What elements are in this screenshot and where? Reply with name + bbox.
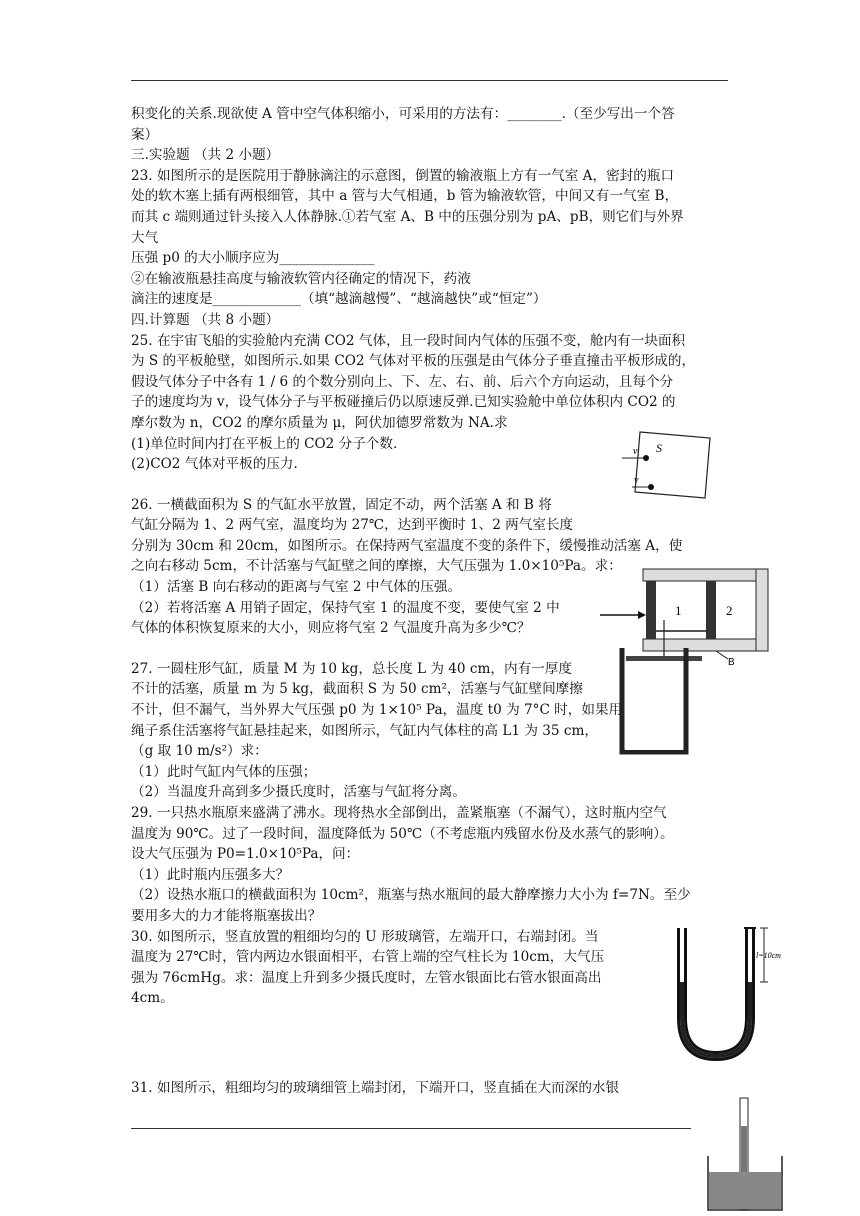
line: 气缸分隔为 1、2 两气室，温度均为 27℃，达到平衡时 1、2 两气室长度 <box>131 517 574 534</box>
figure-tube-in-mercury <box>706 1096 784 1212</box>
leader-line <box>716 651 728 659</box>
line: 为 S 的平板舱壁，如图所示.如果 CO2 气体对平板的压强是由气体分子垂直撞击平板形成的， <box>131 353 696 370</box>
line: 摩尔数为 n，CO2 的摩尔质量为 μ，阿伏加德罗常数为 NA.求 <box>131 414 508 431</box>
line: 31. 如图所示，粗细均匀的玻璃细管上端封闭，下端开口，竖直插在大而深的水银 <box>131 1080 620 1096</box>
piston-b-label: B <box>728 657 735 668</box>
line: 假设气体分子中各有 1 / 6 的个数分别向上、下、左、右、前、后六个方向运动，且每个分 <box>131 373 674 390</box>
line: 23. 如图所示的是医院用于静脉滴注的示意图，倒置的输液瓶上方有一气室 A，密封的瓶口 <box>131 167 675 184</box>
section-heading: 四.计算题 （共 8 小题） <box>131 311 280 328</box>
molecule-dot <box>643 455 649 461</box>
cylinder-end-wall <box>756 569 768 651</box>
molecule-dot <box>648 484 654 490</box>
line: 26. 一横截面积为 S 的气缸水平放置，固定不动，两个活塞 A 和 B 将 <box>131 496 552 513</box>
line: 积变化的关系.现欲使 A 管中空气体积缩小，可采用的方法有：________.（至少写出一个答 <box>131 106 675 122</box>
line: 气体的体积恢复原来的大小，则应将气室 2 气温度升高为多少℃？ <box>131 620 531 637</box>
line: 30. 如图所示，竖直放置的粗细均匀的 U 形玻璃管，左端开口，右端封闭。当 <box>131 928 599 945</box>
line: 而其 c 端则通过针头接入人体静脉.①若气室 A、B 中的压强分别为 pA、pB，则它们与外界 <box>131 208 684 225</box>
line: 子的速度均为 v，设气体分子与平板碰撞后仍以原速反弹.已知实验舱中单位体积内 CO2 的 <box>131 394 676 411</box>
line: 27. 一圆柱形气缸，质量 M 为 10 kg，总长度 L 为 40 cm，内有一厚度 <box>131 660 572 677</box>
line: （1）此时气缸内气体的压强； <box>131 763 317 780</box>
line: 压强 p0 的大小顺序应为______________ <box>131 250 375 267</box>
line: （g 取 10 m/s²）求： <box>131 743 268 760</box>
line: 温度为 27℃时，管内两边水银面相平，右管上端的空气柱长为 10cm，大气压 <box>131 949 605 966</box>
line: 强为 76cmHg。求：温度上升到多少摄氏度时，左管水银面比右管水银面高出 <box>131 969 602 986</box>
line: 设大气压强为 P0=1.0×10⁵Pa，问： <box>131 846 360 863</box>
line: （2）设热水瓶口的横截面积为 10cm²，瓶塞与热水瓶间的最大静摩擦力大小为 f=7N。至少 <box>131 887 691 904</box>
line: ②在输液瓶悬挂高度与输液软管内径确定的情况下，药液 <box>131 270 471 287</box>
line: 绳子系住活塞将气缸悬挂起来，如图所示，气缸内气体柱的高 L1 为 35 cm， <box>131 722 598 739</box>
footer-rule <box>131 1128 691 1129</box>
line: (1)单位时间内打在平板上的 CO2 分子个数. <box>131 435 398 452</box>
line: 大气 <box>131 229 159 246</box>
line: 之向右移动 5cm，不计活塞与气缸壁之间的摩擦，大气压强为 1.0×10⁵Pa。求： <box>131 558 622 575</box>
line: 25. 在宇宙飞船的实验舱内充满 CO2 气体，且一段时间内气体的压强不变，舱内有一块面积 <box>131 332 686 349</box>
line: （2）当温度升高到多少摄氏度时，活塞与气缸将分离。 <box>131 784 466 801</box>
velocity-label: v <box>633 446 638 457</box>
plate-shape <box>635 432 710 498</box>
line: 不计，但不漏气，当外界大气压强 p0 为 1×10⁵ Pa，温度 t0 为 7°C 时，如果用 <box>131 702 623 719</box>
plate-label: S <box>656 441 662 455</box>
figure-hanging-cylinder <box>608 620 698 755</box>
page-text-bottom <box>131 1078 731 1099</box>
line: (2)CO2 气体对平板的压力. <box>131 456 298 473</box>
chamber-1-label: 1 <box>675 603 682 618</box>
piston-b <box>706 581 716 639</box>
figure-u-tube <box>660 922 781 1062</box>
line: （1）活塞 B 向右移动的距离与气室 2 中气体的压强。 <box>131 579 462 596</box>
line: 案） <box>131 126 159 143</box>
u-tube-inner <box>682 928 750 1056</box>
push-arrowhead <box>638 611 646 619</box>
header-rule <box>131 80 728 81</box>
piston <box>626 656 702 661</box>
u-tube-outer <box>682 928 750 1056</box>
line: 滴注的速度是_____________（填“越滴越慢”、“越滴越快”或“恒定”） <box>131 291 547 308</box>
line: 分别为 30cm 和 20cm，如图所示。在保持两气室温度不变的条件下，缓慢推动活塞 A，使 <box>131 537 683 554</box>
section-heading: 三.实验题 （共 2 小题） <box>131 147 280 164</box>
line: 4cm。 <box>131 990 174 1007</box>
line: 要用多大的力才能将瓶塞拔出？ <box>131 907 322 924</box>
figure-plate-molecules <box>600 430 720 500</box>
line: （2）若将活塞 A 用销子固定，保持气室 1 的温度不变，要使气室 2 中 <box>131 599 560 616</box>
velocity-label: v <box>634 475 639 486</box>
cylinder-top-wall <box>643 569 768 581</box>
page-text <box>131 104 731 1009</box>
line: 不计的活塞，质量 m 为 5 kg，截面积 S 为 50 cm²，活塞与气缸壁间摩擦 <box>131 681 583 698</box>
air-column-label: l=10cm <box>756 951 781 960</box>
line: （1）此时瓶内压强多大？ <box>131 866 290 883</box>
line: 处的软木塞上插有两根细管，其中 a 管与大气相通，b 管为输液软管，中间又有一气室 B， <box>131 188 679 205</box>
mercury-bath <box>709 1172 781 1209</box>
chamber-2-label: 2 <box>726 603 733 618</box>
cylinder-inner <box>625 664 683 750</box>
line: 温度为 90℃。过了一段时间，温度降低为 50℃（不考虑瓶内残留水份及水蒸气的影响）。 <box>131 825 674 842</box>
line: 29. 一只热水瓶原来盛满了沸水。现将热水全部倒出，盖紧瓶塞（不漏气），这时瓶内空气 <box>131 805 667 821</box>
